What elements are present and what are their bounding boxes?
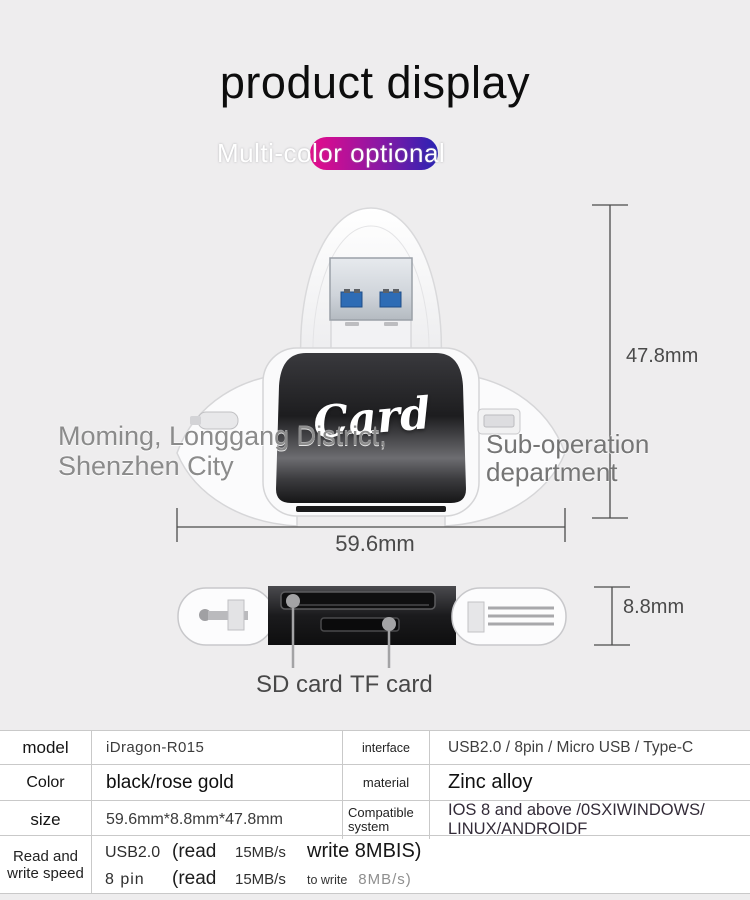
speed-read-1: (read	[172, 840, 217, 862]
speed-write-value-2: 8MB/s)	[358, 870, 412, 888]
dim-width-label: 59.6mm	[335, 531, 415, 556]
speed-read-2: (read	[172, 867, 217, 889]
spec-label-material: material	[343, 765, 430, 800]
spec-row-color-material	[0, 765, 750, 801]
dim-thickness-label: 8.8mm	[623, 596, 685, 618]
speed-read-value-2: 15MB/s	[235, 870, 286, 888]
watermark-right	[486, 430, 649, 486]
front-bottom-slot	[296, 506, 446, 512]
spec-row-size-system	[0, 801, 750, 836]
tf-card-label: TF card	[350, 671, 433, 698]
speed-usb: USB2.0	[105, 843, 161, 861]
spec-label-model: model	[0, 731, 92, 764]
product-figure	[0, 190, 750, 710]
speed-line-1	[105, 840, 750, 863]
usb-pad-left	[341, 292, 362, 307]
spec-value-material: Zinc alloy	[448, 771, 533, 793]
page-title: product display	[219, 57, 531, 108]
usb-pad-right	[380, 292, 401, 307]
spec-value-size: 59.6mm*8.8mm*47.8mm	[92, 801, 343, 839]
watermark-left-line1: Moming, Longgang District,	[58, 421, 387, 451]
usb-plug-metal	[330, 258, 412, 320]
promo-label: Multi-color optional	[217, 137, 446, 168]
spec-value-speed	[92, 836, 750, 893]
watermark-left	[58, 421, 387, 481]
sd-slot	[281, 592, 435, 609]
sd-card-label: SD card	[256, 671, 343, 698]
side-view	[178, 586, 566, 645]
speed-to-write: to write	[307, 872, 348, 887]
spec-value-interface: USB2.0 / 8pin / Micro USB / Type-C	[448, 738, 694, 756]
speed-line-2	[105, 868, 750, 890]
spec-label-interface: interface	[343, 731, 430, 764]
brand-logo-text: Card	[311, 387, 433, 450]
dim-height-label: 47.8mm	[626, 345, 699, 367]
watermark-left-line2: Shenzhen City	[58, 451, 234, 481]
speed-8pin: 8 pin	[105, 870, 145, 888]
spec-table	[0, 730, 750, 894]
watermark-right-line1: Sub-operation	[486, 429, 650, 459]
spec-row-model-interface	[0, 731, 750, 765]
spec-value-color: black/rose gold	[92, 765, 343, 800]
spec-label-color: Color	[0, 765, 92, 800]
spec-value-compatible-system: IOS 8 and above /0SXIWINDOWS/ LINUX/ANDROIDF	[448, 801, 705, 838]
spec-label-size: size	[0, 801, 92, 839]
speed-read-value-1: 15MB/s	[235, 843, 286, 861]
spec-label-speed: Read and write speed	[0, 836, 92, 893]
spec-row-speed	[0, 836, 750, 893]
spec-value-model: iDragon-R015	[92, 731, 343, 764]
watermark-right-line2: department	[486, 457, 618, 487]
speed-write-1: write 8MBIS)	[307, 839, 422, 862]
spec-label-compatible-system: Compatible system	[343, 801, 430, 839]
